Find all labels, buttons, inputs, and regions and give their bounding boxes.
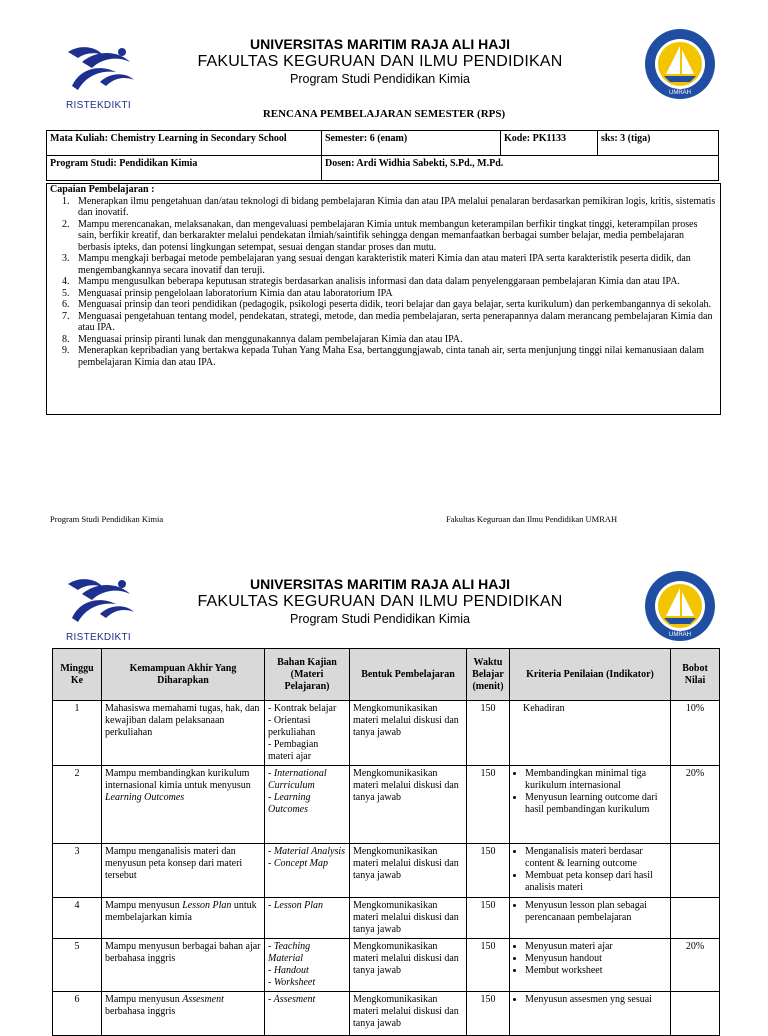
kriteria-item: • Membandingkan minimal tiga kurikulum internasional (525, 768, 667, 792)
capaian-item: 3. Mampu mengkaji berbagai metode pembelajaran yang sesuai dengan karakteristik materi Kimia dan atau materi IPA serta karakteristik peserta didik, dan mengembangkannya secara inovatif dan teruji. (72, 253, 717, 276)
umrah-logo-text: UMRAH (669, 90, 691, 96)
course-info-table (46, 130, 719, 181)
bahan-item: - International Curriculum (268, 768, 327, 791)
kriteria-item: • Membuat peta konsep dari hasil analisis materi (525, 870, 667, 894)
col-bobot: Bobot Nilai (671, 649, 720, 701)
program-name: Program Studi Pendidikan Kimia (290, 612, 470, 626)
cell-bobot: 20% (671, 766, 720, 844)
capaian-item: 7. Menguasai pengetahuan tentang model, pendekatan, strategi, metode, dan media pembelajaran, serta penerapannya dalam merancang pembelajaran Kimia dan atau IPA. (72, 311, 717, 334)
table-row (53, 898, 720, 939)
capaian-item: 5. Menguasai prinsip pengelolaan laboratorium Kimia dan atau laboratorium IPA (72, 288, 717, 300)
faculty-name: FAKULTAS KEGURUAN DAN ILMU PENDIDIKAN (197, 593, 563, 610)
cell-bahan (265, 844, 350, 898)
capaian-item: 6. Menguasai prinsip dan teori pendidikan (pedagogik, psikologi peserta didik, teori belajar dan gaya belajar, serta kurikulum) dan perkembangannya di sekolah. (72, 299, 717, 311)
capaian-title: Capaian Pembelajaran : (50, 184, 155, 195)
umrah-logo-icon (644, 570, 716, 642)
cell-minggu: 1 (53, 701, 102, 766)
rps-title: RENCANA PEMBELAJARAN SEMESTER (RPS) (262, 108, 506, 120)
cell-minggu: 5 (53, 939, 102, 992)
table-row (53, 844, 720, 898)
cell-kemampuan: Mampu menyusun Assesment berbahasa inggris (102, 992, 265, 1036)
cell-bentuk: Mengkomunikasikan materi melalui diskusi dan tanya jawab (350, 992, 467, 1036)
rps-schedule-table (52, 648, 720, 1036)
cell-bentuk: Mengkomunikasikan materi melalui diskusi dan tanya jawab (350, 766, 467, 844)
bahan-item: - Kontrak belajar (268, 703, 337, 714)
kriteria-item: • Menyusun materi ajar (525, 941, 667, 953)
cell-waktu: 150 (467, 898, 510, 939)
university-name: UNIVERSITAS MARITIM RAJA ALI HAJI (249, 576, 511, 592)
cell-kemampuan: Mampu menganalisis materi dan menyusun peta konsep dari materi tersebut (102, 844, 265, 898)
cell-kriteria (510, 844, 671, 898)
cell-minggu: 6 (53, 992, 102, 1036)
umrah-logo-icon (644, 28, 716, 100)
bahan-item: - Orientasi perkuliahan (268, 715, 316, 738)
cell-minggu: 3 (53, 844, 102, 898)
ristekdikti-text: RISTEKDIKTI (66, 632, 131, 643)
semester: Semester: 6 (enam) (322, 131, 501, 156)
bahan-item: - Assesment (268, 994, 316, 1005)
cell-kriteria (510, 939, 671, 992)
cell-minggu: 2 (53, 766, 102, 844)
footer-left: Program Studi Pendidikan Kimia (50, 514, 164, 524)
cell-minggu: 4 (53, 898, 102, 939)
capaian-item: 8. Menguasai prinsip piranti lunak dan menggunakannya dalam pembelajaran Kimia dan atau IPA. (72, 334, 717, 346)
capaian-item: 2. Mampu merencanakan, melaksanakan, dan mengevaluasi pembelajaran Kimia untuk membangun keterampilan berfikir tingkat tinggi, keterampilan proses sain, berfikir kreatif, dan berkarakter melalui pendekatan ilmiah/saintifik sehingga dengan memanfaatkan berbagai sumber belajar, media pembelajaran berbasis ipteks, dan potensi lingkungan setempat, sesuai dengan standar proses dan mutu. (72, 219, 717, 254)
ristekdikti-logo-icon (60, 574, 140, 632)
col-minggu: Minggu Ke (53, 649, 102, 701)
cell-bentuk: Mengkomunikasikan materi melalui diskusi dan tanya jawab (350, 844, 467, 898)
cell-waktu: 150 (467, 939, 510, 992)
cell-bahan (265, 766, 350, 844)
cell-waktu: 150 (467, 701, 510, 766)
cell-waktu: 150 (467, 992, 510, 1036)
bahan-item: - Pembagian materi ajar (268, 739, 319, 762)
dosen: Dosen: Ardi Widhia Sabekti, S.Pd., M.Pd. (322, 156, 719, 181)
capaian-pembelajaran (46, 183, 721, 415)
page2-header (0, 570, 768, 660)
umrah-logo-text: UMRAH (669, 632, 691, 638)
kriteria-item: • Menyusun learning outcome dari hasil pembandingan kurikulum (525, 792, 667, 816)
col-bahan: Bahan Kajian (Materi Pelajaran) (265, 649, 350, 701)
cell-bahan (265, 992, 350, 1036)
cell-bobot: 10% (671, 701, 720, 766)
sks: sks: 3 (tiga) (598, 131, 719, 156)
kemampuan-emphasis: Learning Outcomes (105, 792, 185, 803)
cell-waktu: 150 (467, 844, 510, 898)
kriteria-item: • Membut worksheet (525, 965, 667, 977)
cell-kriteria (510, 766, 671, 844)
kriteria-item: • Menyusun lesson plan sebagai perencanaan pembelajaran (525, 900, 667, 924)
faculty-name: FAKULTAS KEGURUAN DAN ILMU PENDIDIKAN (197, 53, 563, 70)
kriteria-item: Kehadiran (523, 703, 565, 714)
cell-bahan (265, 898, 350, 939)
cell-bahan (265, 701, 350, 766)
bahan-item: - Teaching Material (268, 941, 311, 964)
kemampuan-emphasis: Assesment (182, 994, 224, 1005)
program-name: Program Studi Pendidikan Kimia (290, 72, 470, 86)
kriteria-item: • Menganalisis materi berdasar content & learning outcome (525, 846, 667, 870)
cell-kriteria (510, 992, 671, 1036)
cell-bobot: 20% (671, 939, 720, 992)
header-text (150, 576, 610, 627)
capaian-list (50, 196, 717, 369)
bahan-item: - Material Analysis (268, 846, 346, 857)
page1-header (0, 28, 768, 118)
cell-bobot (671, 844, 720, 898)
col-waktu: Waktu Belajar (menit) (467, 649, 510, 701)
capaian-item: 4. Mampu mengusulkan beberapa keputusan strategis berdasarkan analisis informasi dan data dalam penyelenggaraan pembelajaran Kimia dan atau IPA. (72, 276, 717, 288)
table-row (53, 701, 720, 766)
cell-kemampuan: Mampu menyusun berbagai bahan ajar berbahasa inggris (102, 939, 265, 992)
cell-bobot (671, 898, 720, 939)
cell-bahan (265, 939, 350, 992)
ristekdikti-text: RISTEKDIKTI (66, 100, 131, 111)
bahan-item: - Lesson Plan (268, 900, 323, 911)
kode: Kode: PK1133 (501, 131, 598, 156)
table-row (53, 939, 720, 992)
col-bentuk: Bentuk Pembelajaran (350, 649, 467, 701)
mata-kuliah: Mata Kuliah: Chemistry Learning in Secondary School (47, 131, 322, 156)
col-kemampuan: Kemampuan Akhir Yang Diharapkan (102, 649, 265, 701)
kriteria-item: • Menyusun handout (525, 953, 667, 965)
cell-waktu: 150 (467, 766, 510, 844)
cell-kemampuan: Mampu menyusun Lesson Plan untuk membelajarkan kimia (102, 898, 265, 939)
program-studi: Program Studi: Pendidikan Kimia (47, 156, 322, 181)
cell-kriteria (510, 701, 671, 766)
capaian-item: 9. Menerapkan kepribadian yang bertakwa kepada Tuhan Yang Maha Esa, bertanggungjawab, cinta tanah air, serta menjunjung tinggi nilai kemanusiaan dalam pembelajaran Kimia dan atau IPA. (72, 345, 717, 368)
bahan-item: - Learning Outcomes (268, 792, 311, 815)
cell-bentuk: Mengkomunikasikan materi melalui diskusi dan tanya jawab (350, 939, 467, 992)
cell-bobot (671, 992, 720, 1036)
university-name: UNIVERSITAS MARITIM RAJA ALI HAJI (249, 36, 511, 52)
capaian-item: 1. Menerapkan ilmu pengetahuan dan/atau teknologi di bidang pembelajaran Kimia dan atau IPA melalui penalaran berdasarkan pemikiran logis, kritis, sistematis dan inovatif. (72, 196, 717, 219)
header-text (150, 36, 610, 87)
table-row (53, 766, 720, 844)
ristekdikti-logo-icon (60, 42, 140, 100)
cell-bentuk: Mengkomunikasikan materi melalui diskusi dan tanya jawab (350, 898, 467, 939)
table-row (53, 992, 720, 1036)
col-kriteria: Kriteria Penilaian (Indikator) (510, 649, 671, 701)
cell-kemampuan: Mampu membandingkan kurikulum internasional kimia untuk menyusun Learning Outcomes (102, 766, 265, 844)
cell-kemampuan: Mahasiswa memahami tugas, hak, dan kewajiban dalam pelaksanaan perkuliahan (102, 701, 265, 766)
bahan-item: - Worksheet (268, 977, 316, 988)
kemampuan-emphasis: Lesson Plan (182, 900, 232, 911)
footer-right: Fakultas Keguruan dan Ilmu Pendidikan UMRAH (446, 514, 618, 524)
cell-bentuk: Mengkomunikasikan materi melalui diskusi dan tanya jawab (350, 701, 467, 766)
bahan-item: - Concept Map (268, 858, 328, 869)
bahan-item: - Handout (268, 965, 309, 976)
cell-kriteria (510, 898, 671, 939)
kriteria-item: • Menyusun assesmen yng sesuai (525, 994, 667, 1006)
